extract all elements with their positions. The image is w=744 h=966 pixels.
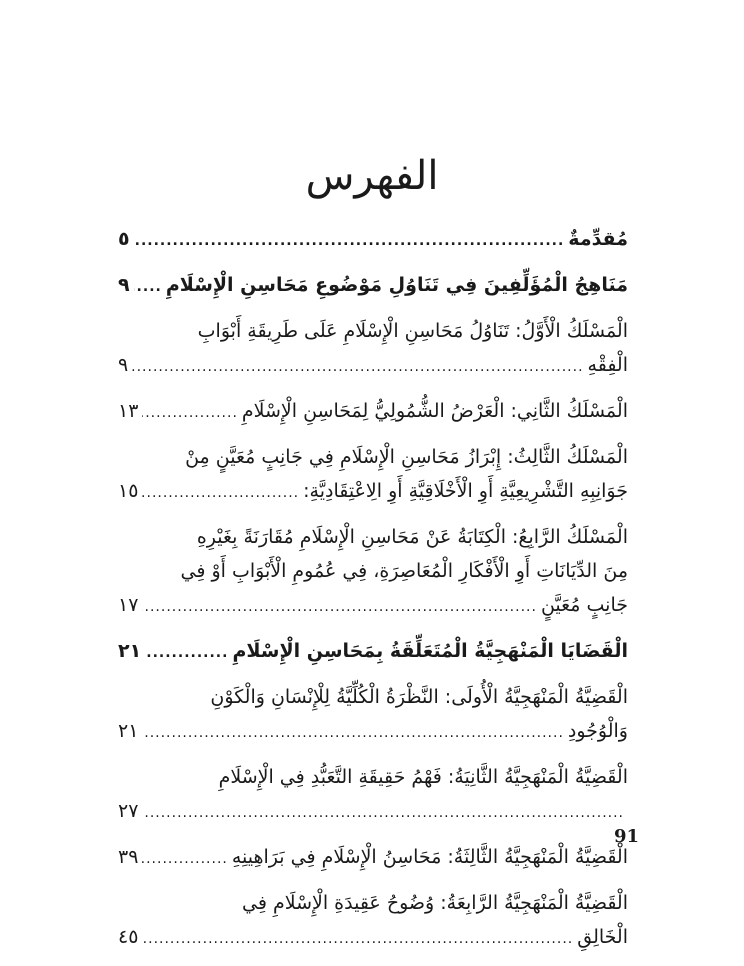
toc-line — [118, 554, 628, 588]
toc-entry-title: الْقَضِيَّةُ الْمَنْهَجِيَّةُ الثَّانِيَةُ: فَهْمُ حَقِيقَةِ التَّعَبُّدِ فِي الْإِسْلَامِ — [218, 766, 628, 788]
toc-entry — [118, 440, 628, 510]
toc-entry-title: الْقَضَايَا الْمَنْهَجِيَّةُ الْمُتَعَلِّقَةُ بِمَحَاسِنِ الْإِسْلَامِ — [232, 640, 628, 662]
toc-page-number: ٩ — [118, 354, 129, 376]
toc-line — [118, 886, 628, 920]
toc-line — [118, 920, 628, 956]
toc-line — [118, 760, 628, 794]
toc-page-number: ٩ — [118, 274, 130, 296]
dot-leader — [142, 396, 237, 430]
toc-page-number: ١٥ — [118, 480, 139, 502]
toc-entry-title: الْمَسْلَكُ الرَّابِعُ: الْكِتَابَةُ عَنْ مَحَاسِنِ الْإِسْلَامِ مُقَارَنَةً بِغَيْرِهِ — [196, 526, 628, 548]
toc-entry-title: الْفِقْهِ — [587, 354, 628, 376]
toc-line — [118, 474, 628, 510]
toc-line — [118, 348, 628, 384]
toc-page-number: ٢١ — [118, 640, 142, 662]
toc-line — [118, 794, 628, 830]
toc-entry — [118, 268, 628, 304]
toc-entry — [118, 886, 628, 956]
dot-leader — [145, 636, 228, 670]
dot-leader — [132, 350, 583, 384]
dot-leader — [142, 842, 227, 876]
toc-entry-title: الْقَضِيَّةُ الْمَنْهَجِيَّةُ الْأُولَى: النَّظْرَةُ الْكُلِّيَّةُ لِلْإِنْسَانِ وَالْكَوْنِ — [210, 686, 628, 708]
toc-entry-title: الْقَضِيَّةُ الْمَنْهَجِيَّةُ الثَّالِثَةُ: مَحَاسِنُ الْإِسْلَامِ فِي بَرَاهِينِهِ — [231, 846, 628, 868]
toc-entry-title: مَنَاهِجُ الْمُؤَلِّفِينَ فِي تَنَاوُلِ مَوْضُوعِ مَحَاسِنِ الْإِسْلَامِ — [165, 274, 628, 296]
toc-entry — [118, 634, 628, 670]
page-number: 91 — [614, 826, 640, 847]
toc-entry-title: مِنَ الدِّيَانَاتِ أَوِ الْأَفْكَارِ الْمُعَاصِرَةِ، فِي عُمُومِ الْأَبْوَابِ أَوْ فِي — [180, 560, 628, 582]
dot-leader — [142, 796, 624, 830]
toc-page-number: ١٧ — [118, 594, 139, 616]
toc-page-number: ٤٥ — [118, 926, 139, 948]
toc-line — [118, 520, 628, 554]
toc-line — [118, 840, 628, 876]
toc-entry-title: الْمَسْلَكُ الثَّانِي: الْعَرْضُ الشُّمُولِيُّ لِمَحَاسِنِ الْإِسْلَامِ — [241, 400, 628, 422]
dot-leader — [142, 922, 573, 956]
toc-entry — [118, 394, 628, 430]
dot-leader — [142, 716, 563, 750]
dot-leader — [142, 590, 537, 624]
toc-entry — [118, 760, 628, 830]
dot-leader — [142, 476, 299, 510]
toc-line — [118, 222, 628, 258]
dot-leader — [134, 270, 162, 304]
toc-entry-title: وَالْوُجُودِ — [567, 720, 628, 742]
toc-line — [118, 634, 628, 670]
toc-entry — [118, 520, 628, 624]
page-title: الفهرس — [305, 153, 439, 199]
toc-entry-title: جَوَانِبِهِ التَّشْرِيعِيَّةِ أَوِ الْأَخْلَاقِيَّةِ أَوِ الِاعْتِقَادِيَّةِ: — [303, 480, 628, 502]
toc-page-number: ٥ — [118, 228, 130, 250]
toc-page-number: ٣٩ — [118, 846, 139, 868]
toc-line — [118, 394, 628, 430]
toc-line — [118, 440, 628, 474]
toc-entry — [118, 680, 628, 750]
toc-line — [118, 588, 628, 624]
toc-entry-title: جَانِبٍ مُعَيَّنٍ — [540, 594, 628, 616]
toc-line — [118, 268, 628, 304]
toc-entry — [118, 314, 628, 384]
toc-line — [118, 314, 628, 348]
toc-entry-title: الْقَضِيَّةُ الْمَنْهَجِيَّةُ الرَّابِعَةُ: وُضُوحُ عَقِيدَةِ الْإِسْلَامِ فِي — [242, 892, 628, 914]
toc-line — [118, 680, 628, 714]
toc-entry-title: مُقدِّمةٌ — [568, 228, 628, 250]
dot-leader — [134, 224, 565, 258]
toc-line — [118, 714, 628, 750]
toc-entry — [118, 222, 628, 258]
toc-entry — [118, 840, 628, 876]
toc-page-number: ٢١ — [118, 720, 139, 742]
table-of-contents — [118, 222, 628, 966]
toc-entry-title: الْمَسْلَكُ الْأَوَّلُ: تَنَاوُلُ مَحَاسِنِ الْإِسْلَامِ عَلَى طَرِيقَةِ أَبْوَابِ — [197, 320, 628, 342]
toc-page-number: ٢٧ — [118, 800, 139, 822]
toc-entry-title: الْمَسْلَكُ الثَّالِثُ: إِبْرَازُ مَحَاسِنِ الْإِسْلَامِ فِي جَانِبٍ مُعَيَّنٍ مِنْ — [185, 446, 628, 468]
toc-page-number: ١٣ — [118, 400, 139, 422]
toc-entry-title: الْخَالِقِ — [577, 926, 628, 948]
